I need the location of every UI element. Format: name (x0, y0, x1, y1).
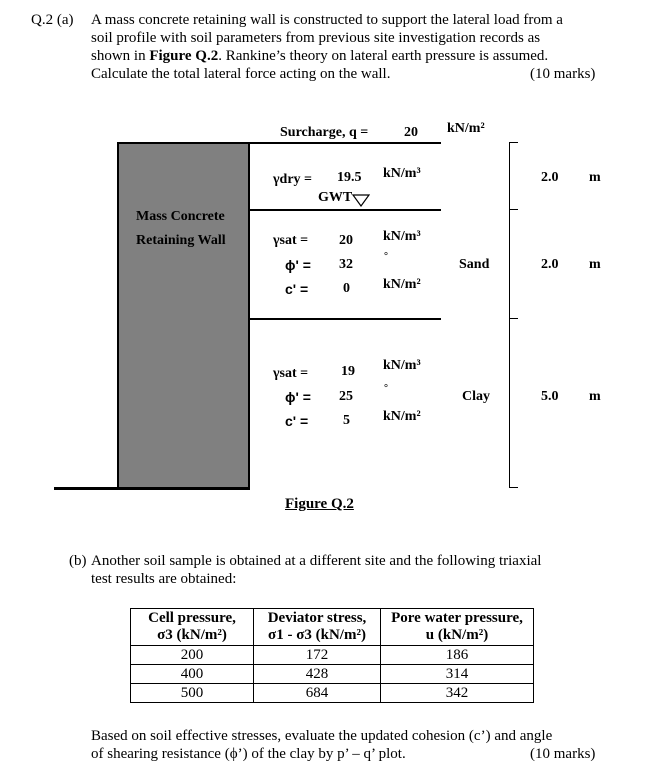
table-cell: 342 (381, 684, 534, 703)
layer3-c-symbol: c' = (285, 413, 309, 429)
layer3-thickness-unit: m (589, 389, 601, 404)
figure-reference: Figure Q.2 (149, 48, 219, 64)
dimension-tick-top (509, 142, 518, 143)
header-text: Cell pressure, (148, 610, 236, 626)
wall-label-2: Retaining Wall (136, 233, 226, 248)
dimension-tick-gwt (509, 209, 518, 210)
table-cell: 172 (254, 646, 381, 665)
layer3-c-value: 5 (343, 413, 350, 428)
table-cell: 200 (131, 646, 254, 665)
header-text: σ3 (kN/m²) (157, 627, 227, 643)
part-b-label: (b) (69, 553, 87, 569)
part-b-footer-line-2: of shearing resistance (ϕ’) of the clay by p’ – q’ plot. (91, 746, 406, 762)
sand-clay-boundary-line (248, 318, 441, 320)
part-a-line-3 (91, 48, 548, 66)
table-header-deviator-stress (254, 609, 381, 646)
part-b-line-2: test results are obtained: (91, 571, 237, 587)
layer3-thickness: 5.0 (541, 389, 559, 404)
layer3-c-unit: kN/m² (383, 409, 421, 424)
surcharge-label: Surcharge, q = (280, 125, 369, 140)
table-row (131, 646, 534, 665)
layer2-thickness: 2.0 (541, 257, 559, 272)
gwt-boundary-line (248, 209, 441, 211)
header-text: u (kN/m²) (425, 627, 489, 643)
layer3-soil-name: Clay (462, 389, 490, 404)
table-row (131, 684, 534, 703)
retaining-wall (117, 142, 250, 489)
part-a-line-2: soil profile with soil parameters from previous site investigation records as (91, 30, 541, 46)
gwt-label: GWT (318, 190, 353, 205)
table-cell: 314 (381, 665, 534, 684)
layer3-phi-symbol: ϕ' = (285, 389, 311, 405)
dimension-tick-bottom (509, 487, 518, 488)
dimension-tick-sand-clay (509, 318, 518, 319)
layer2-phi-value: 32 (339, 257, 353, 272)
table-header-row (131, 609, 534, 646)
layer3-gamma-symbol: γsat = (273, 366, 309, 381)
table-cell: 428 (254, 665, 381, 684)
part-b-footer-line-1: Based on soil effective stresses, evaluate the updated cohesion (c’) and angle (91, 728, 553, 744)
layer1-gamma-value: 19.5 (337, 170, 362, 185)
part-a-label: Q.2 (a) (31, 12, 74, 28)
part-a-line-1: A mass concrete retaining wall is constructed to support the lateral load from a (91, 12, 563, 28)
layer2-c-value: 0 (343, 281, 350, 296)
layer2-phi-unit: ° (384, 251, 388, 262)
layer1-thickness-unit: m (589, 170, 601, 185)
part-a-line-4: Calculate the total lateral force acting on the wall. (91, 66, 391, 82)
table-header-pore-water-pressure (381, 609, 534, 646)
figure-caption: Figure Q.2 (285, 496, 354, 512)
layer3-phi-value: 25 (339, 389, 353, 404)
header-text: Pore water pressure, (391, 610, 523, 626)
part-b-line-1: Another soil sample is obtained at a different site and the following triaxial (91, 553, 542, 569)
ground-surface-line (248, 142, 441, 144)
layer1-thickness: 2.0 (541, 170, 559, 185)
layer2-c-symbol: c' = (285, 281, 309, 297)
triaxial-results-table (130, 608, 534, 703)
layer2-gamma-value: 20 (339, 233, 353, 248)
table-header-cell-pressure (131, 609, 254, 646)
layer2-phi-symbol: ϕ' = (285, 257, 311, 273)
part-a-marks: (10 marks) (530, 66, 596, 82)
part-a-line-3-pre: shown in (91, 48, 146, 64)
table-cell: 400 (131, 665, 254, 684)
layer2-soil-name: Sand (459, 257, 490, 272)
part-b-marks: (10 marks) (530, 746, 596, 762)
layer2-gamma-symbol: γsat = (273, 233, 309, 248)
header-text: σ1 - σ3 (kN/m²) (268, 627, 366, 643)
layer2-thickness-unit: m (589, 257, 601, 272)
layer2-gamma-unit: kN/m³ (383, 229, 421, 244)
header-text: Deviator stress, (267, 610, 367, 626)
layer3-gamma-value: 19 (341, 364, 355, 379)
dimension-line (509, 142, 510, 488)
table-cell: 500 (131, 684, 254, 703)
surcharge-unit: kN/m² (447, 121, 485, 136)
layer1-gamma-unit: kN/m³ (383, 166, 421, 181)
wall-base-line (54, 487, 250, 490)
table-cell: 186 (381, 646, 534, 665)
layer2-c-unit: kN/m² (383, 277, 421, 292)
surcharge-value: 20 (404, 125, 418, 140)
layer3-phi-unit: ° (384, 383, 388, 394)
wall-label-1: Mass Concrete (136, 209, 225, 224)
gwt-triangle-icon (352, 194, 370, 207)
table-row (131, 665, 534, 684)
layer1-gamma-symbol: γdry = (273, 172, 313, 187)
part-a-line-3-post: . Rankine’s theory on lateral earth pressure is assumed. (218, 48, 549, 64)
layer3-gamma-unit: kN/m³ (383, 358, 421, 373)
table-cell: 684 (254, 684, 381, 703)
